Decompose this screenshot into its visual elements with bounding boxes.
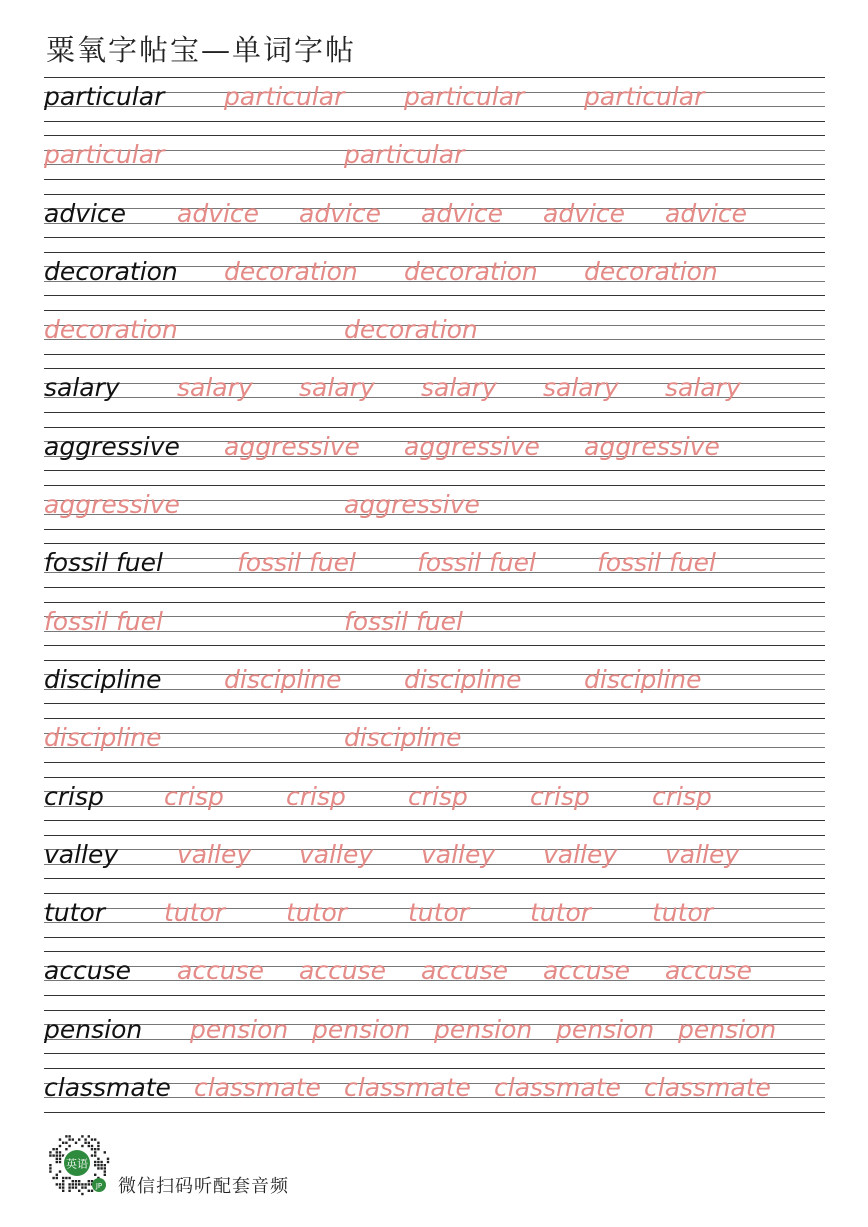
- trace-word: valley: [543, 839, 618, 869]
- trace-word: salary: [665, 373, 741, 403]
- trace-word: classmate: [194, 1073, 321, 1103]
- model-word: crisp: [44, 781, 104, 811]
- model-word: classmate: [44, 1073, 171, 1103]
- svg-text:JP: JP: [95, 1182, 103, 1190]
- model-word: accuse: [44, 956, 132, 986]
- trace-word: accuse: [665, 956, 753, 986]
- trace-word: discipline: [584, 664, 702, 694]
- rule-line: [44, 295, 825, 296]
- rule-line: [44, 777, 825, 778]
- practice-row: [44, 252, 825, 310]
- practice-row: [44, 368, 825, 426]
- trace-word: tutor: [164, 898, 226, 928]
- trace-word: aggressive: [404, 431, 540, 461]
- trace-word: accuse: [543, 956, 631, 986]
- trace-word: valley: [421, 839, 496, 869]
- trace-word: crisp: [408, 781, 468, 811]
- rule-line: [44, 368, 825, 369]
- model-word: advice: [44, 198, 127, 228]
- model-word: discipline: [44, 664, 162, 694]
- trace-word: particular: [344, 140, 465, 170]
- trace-word: advice: [177, 198, 260, 228]
- practice-row: [44, 427, 825, 485]
- practice-row: [44, 543, 825, 601]
- trace-word: fossil fuel: [344, 606, 463, 636]
- trace-word: accuse: [299, 956, 387, 986]
- practice-row: [44, 310, 825, 368]
- trace-word: discipline: [404, 664, 522, 694]
- rule-line: [44, 135, 825, 136]
- trace-word: tutor: [408, 898, 470, 928]
- model-word: pension: [44, 1014, 143, 1044]
- trace-word: discipline: [344, 723, 462, 753]
- practice-row: [44, 777, 825, 835]
- model-word: particular: [44, 82, 165, 111]
- trace-word: valley: [299, 839, 374, 869]
- model-word: salary: [44, 373, 120, 403]
- trace-word: crisp: [286, 781, 346, 811]
- practice-sheet: [44, 77, 825, 1126]
- rule-line: [44, 354, 825, 355]
- trace-word: pension: [556, 1014, 655, 1044]
- rule-line: [44, 179, 825, 180]
- practice-row: [44, 485, 825, 543]
- practice-row: [44, 951, 825, 1009]
- trace-word: fossil fuel: [417, 548, 536, 578]
- rule-line: [44, 718, 825, 719]
- trace-word: salary: [299, 373, 375, 403]
- practice-row: [44, 194, 825, 252]
- rule-line: [44, 645, 825, 646]
- practice-row: [44, 660, 825, 718]
- practice-row: [44, 135, 825, 193]
- rule-line: [44, 121, 825, 122]
- trace-word: particular: [584, 82, 705, 111]
- rule-line: [44, 529, 825, 530]
- trace-word: decoration: [404, 256, 538, 286]
- rule-line: [44, 820, 825, 821]
- trace-word: accuse: [421, 956, 509, 986]
- trace-word: pension: [312, 1014, 411, 1044]
- rule-line: [44, 427, 825, 428]
- practice-row: [44, 718, 825, 776]
- rule-line: [44, 470, 825, 471]
- trace-word: advice: [299, 198, 382, 228]
- trace-word: crisp: [164, 781, 224, 811]
- practice-row: [44, 602, 825, 660]
- trace-word: accuse: [177, 956, 265, 986]
- rule-line: [44, 878, 825, 879]
- trace-word: fossil fuel: [237, 548, 356, 578]
- trace-word: crisp: [652, 781, 712, 811]
- rule-line: [44, 660, 825, 661]
- footer: [42, 1128, 382, 1200]
- practice-row: [44, 1010, 825, 1068]
- rule-line: [44, 485, 825, 486]
- trace-word: particular: [44, 140, 165, 170]
- rule-line: [44, 703, 825, 704]
- trace-word: aggressive: [584, 431, 720, 461]
- trace-word: decoration: [584, 256, 718, 286]
- model-word: fossil fuel: [44, 548, 163, 578]
- trace-word: aggressive: [44, 490, 180, 520]
- trace-word: decoration: [344, 315, 478, 345]
- trace-word: salary: [543, 373, 619, 403]
- trace-word: decoration: [44, 315, 178, 345]
- rule-line: [44, 893, 825, 894]
- page-title: 粟氧字帖宝—单词字帖: [46, 33, 357, 67]
- trace-word: tutor: [530, 898, 592, 928]
- trace-word: classmate: [494, 1073, 621, 1103]
- qr-code-icon[interactable]: [42, 1128, 112, 1198]
- trace-word: pension: [190, 1014, 289, 1044]
- trace-word: discipline: [44, 723, 162, 753]
- rule-line: [44, 237, 825, 238]
- footer-caption: 微信扫码听配套音频: [118, 1176, 289, 1197]
- trace-word: valley: [177, 839, 252, 869]
- trace-word: advice: [421, 198, 504, 228]
- trace-word: valley: [665, 839, 740, 869]
- trace-word: fossil fuel: [597, 548, 716, 578]
- trace-word: salary: [421, 373, 497, 403]
- practice-row: [44, 1068, 825, 1126]
- practice-row: [44, 77, 825, 135]
- trace-word: pension: [678, 1014, 777, 1044]
- rule-line: [44, 587, 825, 588]
- rule-line: [44, 1112, 825, 1113]
- model-word: tutor: [44, 898, 106, 928]
- rule-line: [44, 77, 825, 78]
- trace-word: fossil fuel: [44, 606, 163, 636]
- rule-line: [44, 951, 825, 952]
- model-word: valley: [44, 839, 119, 869]
- trace-word: decoration: [224, 256, 358, 286]
- rule-line: [44, 412, 825, 413]
- practice-row: [44, 835, 825, 893]
- trace-word: aggressive: [224, 431, 360, 461]
- trace-word: particular: [224, 82, 345, 111]
- rule-line: [44, 310, 825, 311]
- rule-line: [44, 1053, 825, 1054]
- model-word: aggressive: [44, 431, 180, 461]
- rule-line: [44, 995, 825, 996]
- rule-line: [44, 194, 825, 195]
- practice-row: [44, 893, 825, 951]
- rule-line: [44, 937, 825, 938]
- rule-line: [44, 1010, 825, 1011]
- rule-line: [44, 835, 825, 836]
- rule-line: [44, 762, 825, 763]
- rule-line: [44, 543, 825, 544]
- rule-line: [44, 1068, 825, 1069]
- trace-word: advice: [665, 198, 748, 228]
- trace-word: crisp: [530, 781, 590, 811]
- rule-line: [44, 602, 825, 603]
- rule-line: [44, 252, 825, 253]
- trace-word: classmate: [644, 1073, 771, 1103]
- trace-word: pension: [434, 1014, 533, 1044]
- trace-word: tutor: [652, 898, 714, 928]
- trace-word: salary: [177, 373, 253, 403]
- trace-word: discipline: [224, 664, 342, 694]
- trace-word: tutor: [286, 898, 348, 928]
- qr-badge-text: 英语: [66, 1157, 88, 1171]
- trace-word: aggressive: [344, 490, 480, 520]
- trace-word: advice: [543, 198, 626, 228]
- trace-word: particular: [404, 82, 525, 111]
- trace-word: classmate: [344, 1073, 471, 1103]
- model-word: decoration: [44, 256, 178, 286]
